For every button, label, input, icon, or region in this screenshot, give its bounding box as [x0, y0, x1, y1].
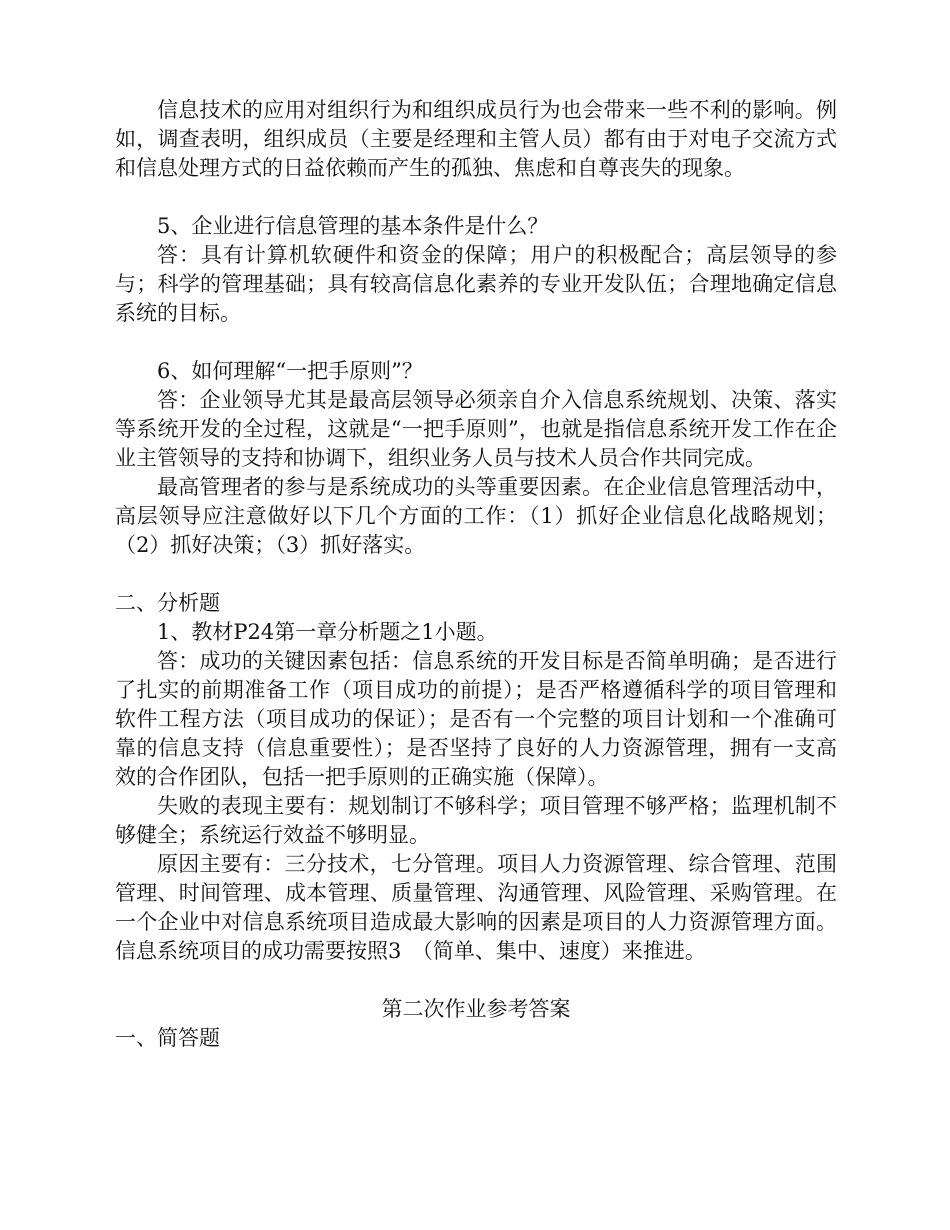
answer-6: 答：企业领导尤其是最高层领导必须亲自介入信息系统规划、决策、落实等系统开发的全过程，这就是“一把手原则”，也就是指信息系统开发工作在企业主管领导的支持和协调下，组织业务人员与技术人员合作共同完成。 [115, 388, 837, 470]
analysis-answer-1: 答：成功的关键因素包括：信息系统的开发目标是否简单明确；是否进行了扎实的前期准备工作（项目成功的前提）；是否严格遵循科学的项目管理和软件工程方法（项目成功的保证）；是否有一个完整的项目计划和一个准确可靠的信息支持（信息重要性）；是否坚持了良好的人力资源管理，拥有一支高效的合作团队，包括一把手原则的正确实施（保障）。 [115, 649, 837, 789]
section-heading-analysis: 二、分析题 [115, 591, 220, 615]
question-5: 5、企业进行信息管理的基本条件是什么？ [157, 214, 549, 238]
page-title-second-assignment: 第二次作业参考答案 [381, 997, 571, 1021]
spacer [115, 560, 837, 589]
section-heading-short-answer: 一、简答题 [115, 1026, 220, 1050]
document-body [115, 96, 837, 1053]
answer-6-continued: 最高管理者的参与是系统成功的头等重要因素。在企业信息管理活动中，高层领导应注意做好以下几个方面的工作：（1）抓好企业信息化战略规划；（2）抓好决策；（3）抓好落实。 [115, 475, 837, 557]
answer-5: 答：具有计算机软硬件和资金的保障；用户的积极配合；高层领导的参与；科学的管理基础；具有较高信息化素养的专业开发队伍；合理地确定信息系统的目标。 [115, 243, 837, 325]
analysis-failure: 失败的表现主要有：规划制订不够科学；项目管理不够严格；监理机制不够健全；系统运行效益不够明显。 [115, 794, 837, 847]
question-6: 6、如何理解“一把手原则”？ [157, 359, 423, 383]
spacer [115, 328, 837, 357]
paragraph-it-impact: 信息技术的应用对组织行为和组织成员行为也会带来一些不利的影响。例如，调查表明，组织成员（主要是经理和主管人员）都有由于对电子交流方式和信息处理方式的日益依赖而产生的孤独、焦虑和自尊丧失的现象。 [115, 98, 837, 180]
spacer [115, 183, 837, 212]
analysis-reasons: 原因主要有：三分技术，七分管理。项目人力资源管理、综合管理、范围管理、时间管理、成本管理、质量管理、沟通管理、风险管理、采购管理。在一个企业中对信息系统项目造成最大影响的因素是项目的人力资源管理方面。信息系统项目的成功需要按照3 （简单、集中、速度）来推进。 [115, 852, 837, 963]
spacer [115, 966, 837, 995]
analysis-question-1: 1、教材P24第一章分析题之1小题。 [157, 620, 498, 644]
